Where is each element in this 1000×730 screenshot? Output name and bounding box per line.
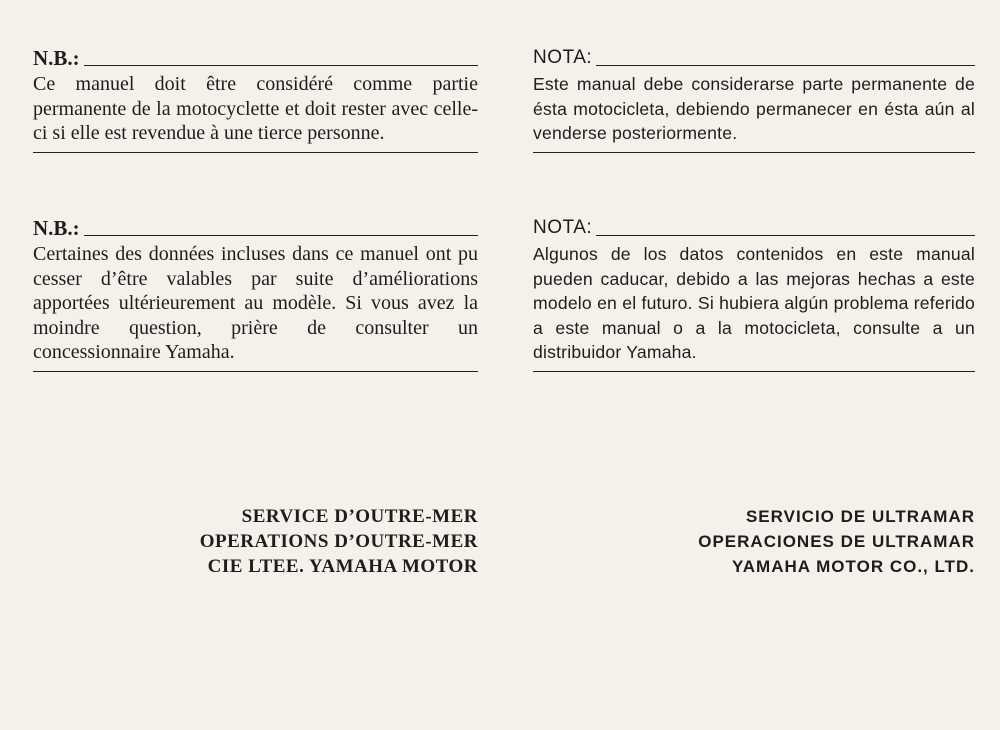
divider: [596, 65, 975, 66]
note-text: Algunos de los datos contenidos en este manual pueden caducar, debido a las mejoras hechas a este modelo en el futuro. Si hubiera algún problema referido a este manual o a la motocicleta, consulte a un distribuidor Yamaha.: [533, 244, 975, 362]
address-line: OPERACIONES DE ULTRAMAR: [698, 532, 975, 551]
note-label: NOTA:: [533, 47, 593, 68]
divider: [33, 152, 478, 153]
divider: [84, 65, 478, 66]
french-publisher-address: [200, 504, 478, 579]
divider: [533, 371, 975, 372]
note-label: N.B.:: [33, 46, 80, 70]
address-line: YAMAHA MOTOR CO., LTD.: [732, 557, 975, 576]
note-text: Certaines des données incluses dans ce manuel ont pu cesser d’être valables par suite d’améliorations apportées ultérieurement au modèle. Si vous avez la moindre question, prière de consulter un concessionnaire Yamaha.: [33, 243, 478, 363]
spanish-note-data-validity: [533, 210, 975, 372]
spanish-note-permanence: [533, 40, 975, 153]
address-line: SERVICIO DE ULTRAMAR: [745, 507, 975, 526]
divider: [596, 235, 975, 236]
divider: [84, 235, 478, 236]
address-line: SERVICE D’OUTRE-MER: [241, 506, 478, 527]
french-note-permanence: [33, 40, 478, 153]
address-line: OPERATIONS D’OUTRE-MER: [199, 531, 478, 552]
note-label: N.B.:: [33, 216, 80, 240]
french-note-data-validity: [33, 210, 478, 372]
note-text: Ce manuel doit être considéré comme partie permanente de la motocyclette et doit rester avec celle-ci si elle est revendue à une tierce personne.: [33, 73, 478, 144]
divider: [33, 371, 478, 372]
divider: [533, 152, 975, 153]
address-line: CIE LTEE. YAMAHA MOTOR: [207, 556, 478, 577]
note-text: Este manual debe considerarse parte permanente de ésta motocicleta, debiendo permanecer en ésta aún al venderse posteriormente.: [533, 74, 975, 143]
spanish-publisher-address: [698, 504, 975, 579]
note-label: NOTA:: [533, 217, 593, 238]
